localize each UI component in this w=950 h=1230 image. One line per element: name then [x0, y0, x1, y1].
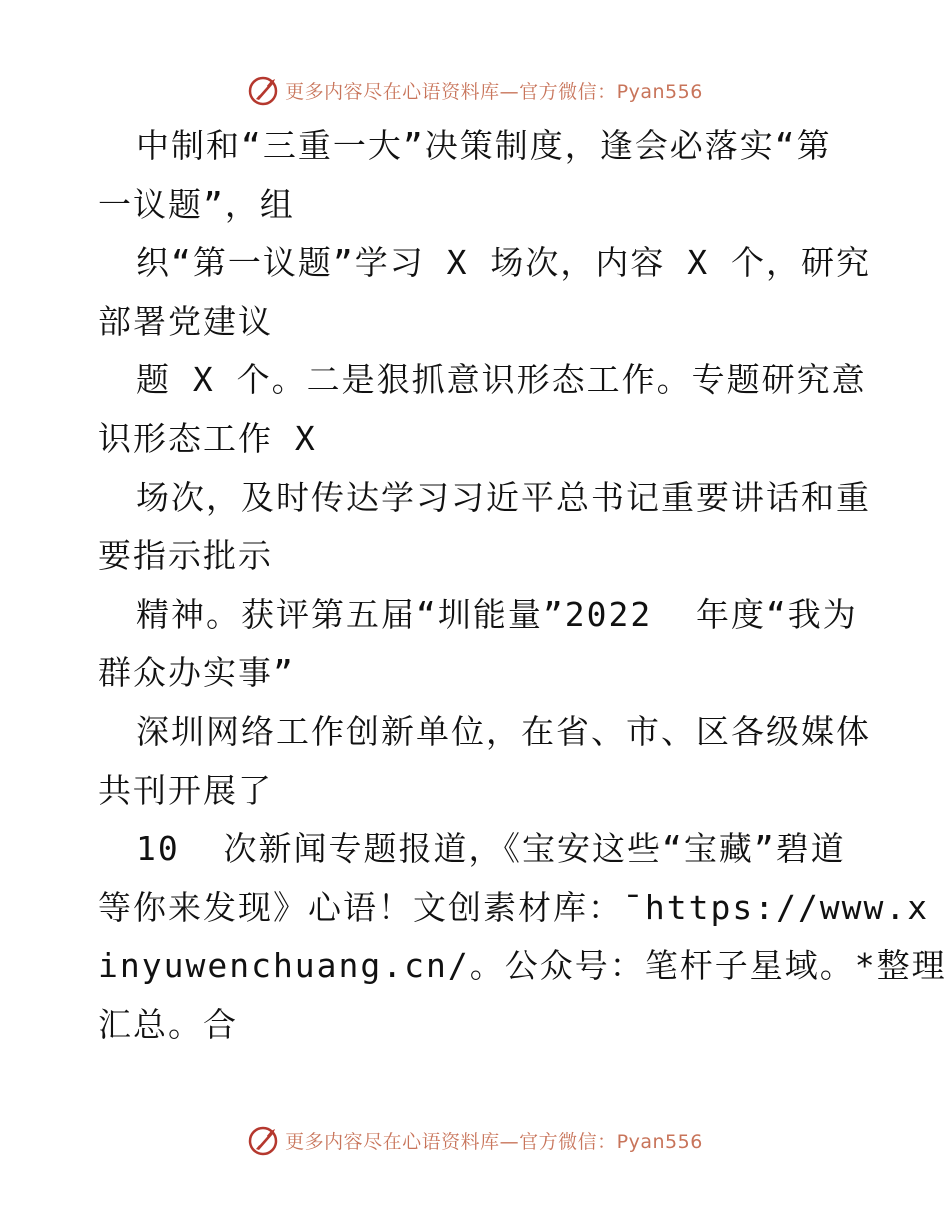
text-line: 题 X 个。二是狠抓意识形态工作。专题研究意 — [136, 360, 867, 400]
header-banner — [0, 70, 950, 110]
text-line: 一议题”，组 — [98, 184, 295, 224]
text-line: 共刊开展了 — [98, 770, 273, 810]
text-line: 中制和“三重一大”决策制度，逢会必落实“第 — [136, 126, 832, 165]
quill-pen-logo-icon — [247, 1123, 281, 1157]
text-line: 织“第一议题”学习 X 场次，内容 X 个，研究 — [136, 243, 871, 283]
text-line: 要指示批示 — [98, 536, 273, 576]
text-line: 识形态工作 X — [98, 418, 317, 458]
text-line: 群众办实事” — [98, 653, 295, 693]
header-banner-text: 更多内容尽在心语资料库—官方微信：Pyan556 — [285, 80, 703, 103]
text-line: 精神。获评第五届“圳能量”2022 年度“我为 — [136, 594, 858, 634]
quill-pen-logo-icon — [247, 73, 281, 107]
text-line: 部署党建议 — [98, 301, 273, 341]
text-line: 汇总。合 — [98, 1004, 238, 1044]
text-line: 深圳网络工作创新单位，在省、市、区各级媒体 — [136, 711, 871, 751]
text-line: 10 次新闻专题报道，《宝安这些“宝藏”碧道 — [136, 829, 846, 869]
body-text — [98, 117, 947, 1055]
footer-banner — [0, 1120, 950, 1160]
text-line: 场次，及时传达学习习近平总书记重要讲话和重 — [136, 477, 871, 517]
footer-banner-text: 更多内容尽在心语资料库—官方微信：Pyan556 — [285, 1130, 703, 1153]
text-line: 等你来发现》心语！文创素材库：¯https://www.x — [98, 887, 930, 927]
text-line: inyuwenchuang.cn/。公众号：笔杆子星域。*整理 — [98, 946, 947, 986]
